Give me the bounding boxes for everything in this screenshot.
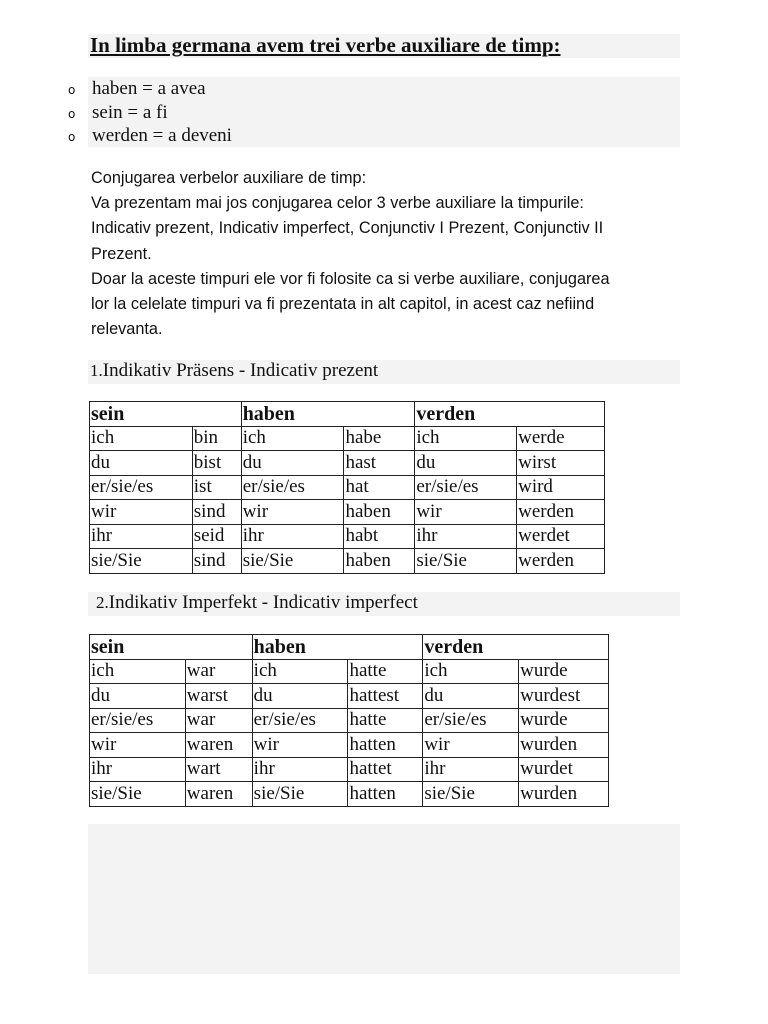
pronoun-cell: er/sie/es — [252, 708, 348, 733]
pronoun-cell: ihr — [423, 757, 519, 782]
section2-title: 2.Indikativ Imperfekt - Indicativ imperfect — [96, 592, 418, 613]
pronoun-cell: ich — [423, 659, 519, 684]
table-row — [90, 451, 605, 476]
paragraph-line: lor la celelate timpuri va fi prezentata in alt capitol, in acest caz nefiind — [91, 295, 595, 314]
pronoun-cell: du — [423, 684, 519, 709]
verb-form-cell: wurde — [519, 708, 609, 733]
paragraph-line: Va prezentam mai jos conjugarea celor 3 verbe auxiliare la timpurile: — [91, 194, 584, 213]
verb-form-cell: war — [185, 708, 252, 733]
verb-form-cell: hatte — [348, 708, 423, 733]
verb-form-cell: haben — [344, 549, 415, 574]
column-header-verden: verden — [415, 402, 605, 427]
pronoun-cell: ihr — [90, 757, 186, 782]
paragraph-line: relevanta. — [91, 320, 163, 339]
verb-form-cell: hatte — [348, 659, 423, 684]
present-tense-table — [89, 401, 605, 574]
pronoun-cell: ich — [252, 659, 348, 684]
paragraph-line: Doar la aceste timpuri ele vor fi folosite ca si verbe auxiliare, conjugarea — [91, 269, 610, 288]
bullet-icon: o — [68, 83, 76, 97]
table-row — [90, 475, 605, 500]
pronoun-cell: ich — [90, 426, 193, 451]
pronoun-cell: er/sie/es — [90, 708, 186, 733]
pronoun-cell: wir — [90, 733, 186, 758]
pronoun-cell: wir — [415, 500, 517, 525]
list-item: o haben = a avea — [64, 77, 232, 101]
verb-form-cell: haben — [344, 500, 415, 525]
column-header-sein: sein — [90, 635, 253, 660]
column-header-haben: haben — [252, 635, 423, 660]
verb-form-cell: wurdet — [519, 757, 609, 782]
pronoun-cell: sie/Sie — [252, 782, 348, 807]
verb-form-cell: werden — [517, 549, 605, 574]
pronoun-cell: du — [415, 451, 517, 476]
auxiliary-verbs-list — [64, 77, 232, 148]
pronoun-cell: wir — [90, 500, 193, 525]
pronoun-cell: er/sie/es — [423, 708, 519, 733]
section1-number: 1. — [90, 361, 103, 380]
table-row — [90, 426, 605, 451]
paragraph-line: Indicativ prezent, Indicativ imperfect, Conjunctiv I Prezent, Conjunctiv II — [91, 219, 604, 238]
verb-form-cell: sind — [192, 500, 241, 525]
bullet-icon: o — [68, 106, 76, 121]
empty-content-block — [88, 824, 680, 974]
pronoun-cell: sie/Sie — [241, 549, 344, 574]
verb-form-cell: hattest — [348, 684, 423, 709]
verb-form-cell: wurde — [519, 659, 609, 684]
pronoun-cell: er/sie/es — [90, 475, 193, 500]
verb-form-cell: habe — [344, 426, 415, 451]
verb-form-cell: waren — [185, 733, 252, 758]
verb-form-cell: habt — [344, 524, 415, 549]
verb-form-cell: hatten — [348, 782, 423, 807]
pronoun-cell: sie/Sie — [90, 782, 186, 807]
table-row — [90, 733, 609, 758]
pronoun-cell: du — [252, 684, 348, 709]
table-row — [90, 659, 609, 684]
table-row — [90, 500, 605, 525]
pronoun-cell: ihr — [241, 524, 344, 549]
pronoun-cell: du — [241, 451, 344, 476]
table-row — [90, 549, 605, 574]
verb-form-cell: werdet — [517, 524, 605, 549]
verb-form-cell: warst — [185, 684, 252, 709]
verb-form-cell: wirst — [517, 451, 605, 476]
pronoun-cell: ihr — [90, 524, 193, 549]
table-row — [90, 524, 605, 549]
verb-form-cell: werde — [517, 426, 605, 451]
pronoun-cell: sie/Sie — [423, 782, 519, 807]
pronoun-cell: ich — [90, 659, 186, 684]
verb-form-cell: waren — [185, 782, 252, 807]
page-heading: In limba germana avem trei verbe auxiliare de timp: — [90, 33, 561, 57]
table-row — [90, 708, 609, 733]
verb-form-cell: hat — [344, 475, 415, 500]
pronoun-cell: er/sie/es — [241, 475, 344, 500]
pronoun-cell: du — [90, 684, 186, 709]
pronoun-cell: ich — [415, 426, 517, 451]
verb-form-cell: seid — [192, 524, 241, 549]
verb-form-cell: wurdest — [519, 684, 609, 709]
pronoun-cell: sie/Sie — [90, 549, 193, 574]
table-row — [90, 684, 609, 709]
section2-number: 2. — [96, 593, 109, 612]
verb-form-cell: sind — [192, 549, 241, 574]
verb-form-cell: ist — [192, 475, 241, 500]
pronoun-cell: sie/Sie — [415, 549, 517, 574]
paragraph-line: Prezent. — [91, 244, 152, 263]
pronoun-cell: ihr — [252, 757, 348, 782]
table-header-row — [90, 635, 609, 660]
list-item: o werden = a deveni — [64, 124, 232, 148]
list-item: o sein = a fi — [64, 101, 232, 125]
pronoun-cell: ihr — [415, 524, 517, 549]
paragraph-line: Conjugarea verbelor auxiliare de timp: — [91, 169, 367, 187]
pronoun-cell: wir — [241, 500, 344, 525]
bullet-icon: o — [68, 130, 76, 144]
verb-form-cell: hatten — [348, 733, 423, 758]
table-row — [90, 757, 609, 782]
pronoun-cell: wir — [252, 733, 348, 758]
verb-form-cell: hast — [344, 451, 415, 476]
imperfect-tense-table — [89, 634, 609, 807]
verb-form-cell: werden — [517, 500, 605, 525]
verb-form-cell: bin — [192, 426, 241, 451]
verb-form-cell: wird — [517, 475, 605, 500]
column-header-sein: sein — [90, 402, 242, 427]
pronoun-cell: wir — [423, 733, 519, 758]
verb-form-cell: wurden — [519, 782, 609, 807]
verb-form-cell: wurden — [519, 733, 609, 758]
verb-form-cell: hattet — [348, 757, 423, 782]
verb-form-cell: wart — [185, 757, 252, 782]
pronoun-cell: er/sie/es — [415, 475, 517, 500]
intro-paragraph — [91, 166, 691, 342]
column-header-verden: verden — [423, 635, 609, 660]
column-header-haben: haben — [241, 402, 415, 427]
pronoun-cell: du — [90, 451, 193, 476]
table-row — [90, 782, 609, 807]
pronoun-cell: ich — [241, 426, 344, 451]
verb-form-cell: bist — [192, 451, 241, 476]
table-header-row — [90, 402, 605, 427]
section1-title: 1.Indikativ Präsens - Indicativ prezent — [90, 360, 379, 381]
verb-form-cell: war — [185, 659, 252, 684]
